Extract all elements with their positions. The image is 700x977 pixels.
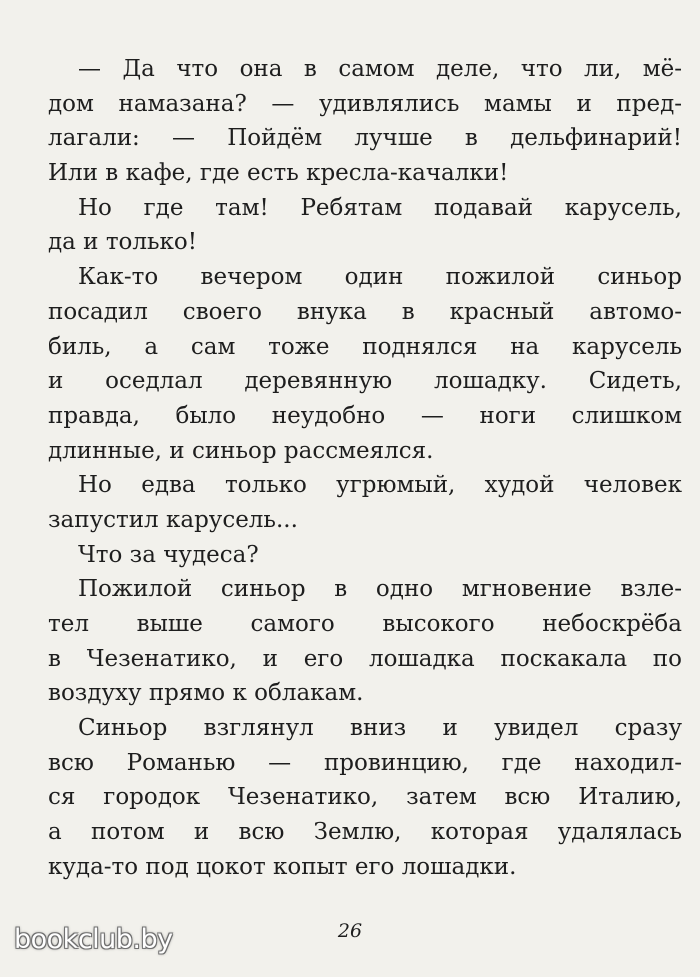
text-line: Но где там! Ребятам подавай карусель, (78, 194, 682, 221)
text-line: воздуху прямо к облакам. (48, 680, 364, 707)
text-line: биль, а сам тоже поднялся на карусель (48, 333, 682, 360)
text-line: да и только! (48, 229, 197, 256)
text-line: Что за чудеса? (78, 541, 259, 568)
text-line: длинные, и синьор рассмеялся. (48, 437, 434, 464)
text-line: Или в кафе, где есть кресла-качалки! (48, 160, 509, 187)
text-line: тел выше самого высокого небоскрёба (48, 611, 682, 637)
text-line: запустил карусель... (48, 506, 298, 533)
text-line: Синьор взглянул вниз и увидел сразу (78, 715, 682, 742)
text-line: Как-то вечером один пожилой синьор (78, 264, 682, 291)
text-line: Пожилой синьор в одно мгновение взле- (78, 576, 682, 603)
text-line: посадил своего внука в красный автомо- (48, 298, 682, 325)
text-line: и оседлал деревянную лошадку. Сидеть, (48, 368, 682, 395)
text-line: а потом и всю Землю, которая удалялась (48, 819, 682, 846)
watermark-logo: bookclub.by (14, 924, 173, 955)
text-line: лагали: — Пойдём лучше в дельфинарий! (48, 125, 682, 152)
text-line: в Чезенатико, и его лошадка поскакала по (48, 645, 682, 672)
text-line: куда-то под цокот копыт его лошадки. (48, 853, 517, 880)
book-page-text (48, 52, 682, 885)
text-line: — Да что она в самом деле, что ли, мё- (78, 56, 682, 82)
text-line: всю Романью — провинцию, где находил- (48, 749, 682, 776)
page-number: 26 (337, 920, 363, 942)
text-line: правда, было неудобно — ноги слишком (48, 402, 682, 429)
text-line: дом намазана? — удивлялись мамы и пред- (48, 90, 682, 117)
text-line: ся городок Чезенатико, затем всю Италию, (48, 784, 682, 811)
text-line: Но едва только угрюмый, худой человек (78, 472, 682, 499)
